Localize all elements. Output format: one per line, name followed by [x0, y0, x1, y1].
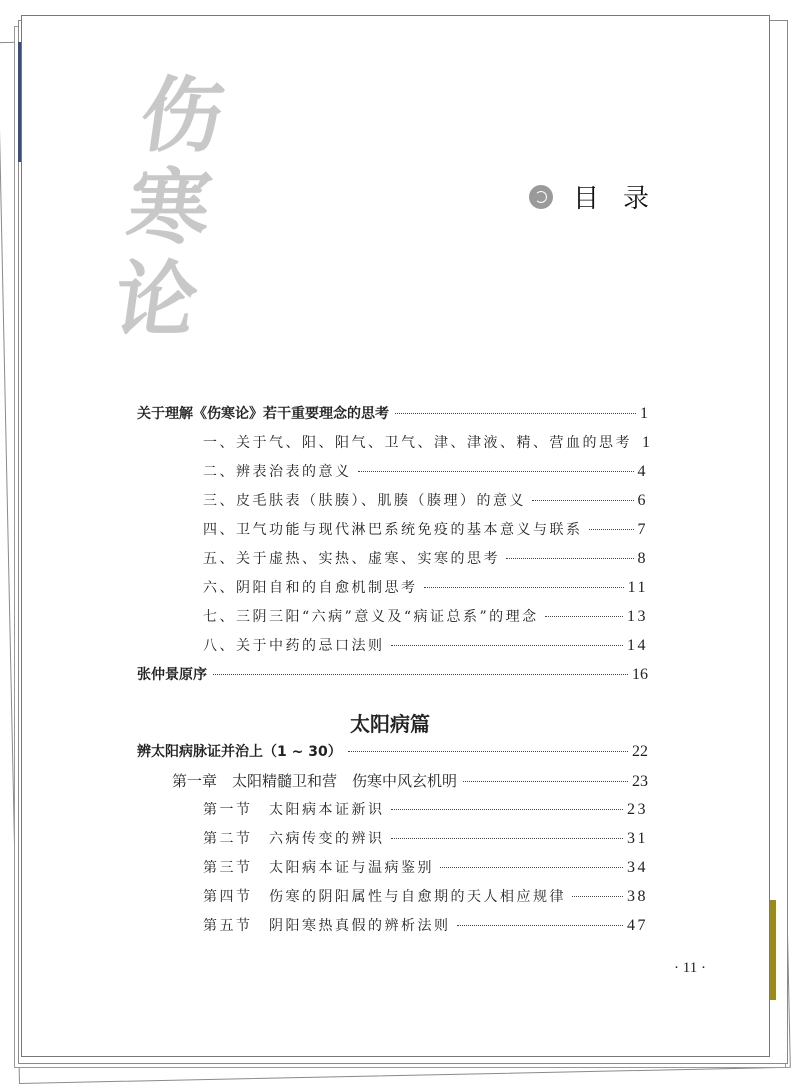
toc-entry[interactable] [203, 799, 648, 819]
toc-entry-label: 三、皮毛肤表（肤腠）、肌腠（腠理）的意义 [203, 493, 526, 509]
dot-leader [391, 838, 624, 839]
toc-entry-label: 第一章 太阳精髓卫和营 伤寒中风玄机明 [172, 772, 458, 790]
toc-entry[interactable] [137, 664, 648, 684]
dot-leader [589, 529, 634, 530]
dot-leader [358, 471, 634, 472]
toc-entry-label: 第三节 太阳病本证与温病鉴别 [203, 860, 434, 876]
toc-entry-label: 二、辨表治表的意义 [203, 464, 352, 480]
dot-leader [463, 781, 628, 782]
toc-entry-page: 1 [640, 405, 648, 422]
toc-entry-page: 47 [627, 917, 648, 934]
toc-entry[interactable] [137, 403, 648, 423]
dot-leader [391, 809, 624, 810]
dot-leader [440, 867, 623, 868]
toc-entry-label: 第一节 太阳病本证新识 [203, 802, 385, 818]
toc-entry-label: 第五节 阴阳寒热真假的辨析法则 [203, 918, 451, 934]
toc-entry-label: 八、关于中药的忌口法则 [203, 638, 385, 654]
toc-entry-label: 五、关于虚热、实热、虚寒、实寒的思考 [203, 551, 500, 567]
toc-entry[interactable] [203, 635, 648, 655]
calligraphy-char: 论 [108, 252, 204, 348]
toc-entry[interactable] [203, 548, 648, 568]
toc-entry[interactable] [172, 770, 648, 791]
toc-entry-label: 第四节 伤寒的阴阳属性与自愈期的天人相应规律 [203, 889, 566, 905]
toc-entry-page: 4 [637, 463, 648, 480]
toc-entry-page: 14 [627, 637, 648, 654]
section-heading: 太阳病篇 [350, 712, 430, 736]
toc-entry-label: 张仲景原序 [137, 667, 207, 683]
page-number: · 11 · [674, 960, 706, 976]
toc-entry-label: 六、阴阳自和的自愈机制思考 [203, 580, 418, 596]
dot-leader [395, 413, 636, 414]
toc-entry-page: 31 [627, 830, 648, 847]
toc-entry-page: 13 [627, 608, 648, 625]
toc-entry-page: 6 [637, 492, 648, 509]
toc-entry-label: 七、三阴三阳“六病”意义及“病证总系”的理念 [203, 609, 539, 625]
toc-entry-page: 7 [637, 521, 648, 538]
toc-heading [529, 178, 673, 215]
toc-entry-label: 辨太阳病脉证并治上（1 ~ 30） [137, 744, 342, 760]
dot-leader [213, 674, 628, 675]
dot-leader [457, 925, 624, 926]
toc-entry[interactable] [203, 606, 648, 626]
toc-entry[interactable] [203, 490, 648, 510]
dot-leader [348, 751, 628, 752]
calligraphy-char: 寒 [121, 160, 217, 256]
page-edge-strip [770, 900, 776, 1000]
toc-entry-label: 四、卫气功能与现代淋巴系统免疫的基本意义与联系 [203, 522, 583, 538]
toc-entry[interactable] [203, 577, 648, 597]
calligraphy-char: 伤 [134, 68, 230, 164]
dot-leader [532, 500, 634, 501]
toc-entry-label: 关于理解《伤寒论》若干重要理念的思考 [137, 406, 389, 422]
toc-entry-label: 一、关于气、阳、阳气、卫气、津、津液、精、营血的思考 [203, 435, 632, 451]
dot-leader [545, 616, 623, 617]
toc-entry[interactable] [137, 741, 648, 761]
toc-entry[interactable] [203, 519, 648, 539]
toc-entry-page: 34 [627, 859, 648, 876]
toc-entry-page: 22 [632, 743, 648, 760]
toc-entry-page: 23 [627, 801, 648, 818]
toc-entry[interactable] [203, 886, 648, 906]
dot-leader [572, 896, 623, 897]
dot-leader [506, 558, 634, 559]
toc-entry[interactable] [203, 828, 648, 848]
dot-leader [391, 645, 624, 646]
toc-entry-label: 第二节 六病传变的辨识 [203, 831, 385, 847]
toc-entry-page: 8 [637, 550, 648, 567]
toc-title: 目录 [573, 184, 674, 214]
toc-entry-page: 16 [632, 666, 648, 683]
toc-entry[interactable] [203, 432, 653, 452]
dot-leader [424, 587, 624, 588]
toc-entry[interactable] [203, 461, 648, 481]
toc-entry-page: 11 [627, 579, 648, 596]
toc-entry-page: 38 [627, 888, 648, 905]
toc-entry[interactable] [203, 915, 648, 935]
toc-entry-page: 1 [642, 434, 653, 451]
swirl-ornament-icon [529, 185, 553, 209]
toc-entry-page: 23 [632, 773, 648, 790]
toc-entry[interactable] [203, 857, 648, 877]
